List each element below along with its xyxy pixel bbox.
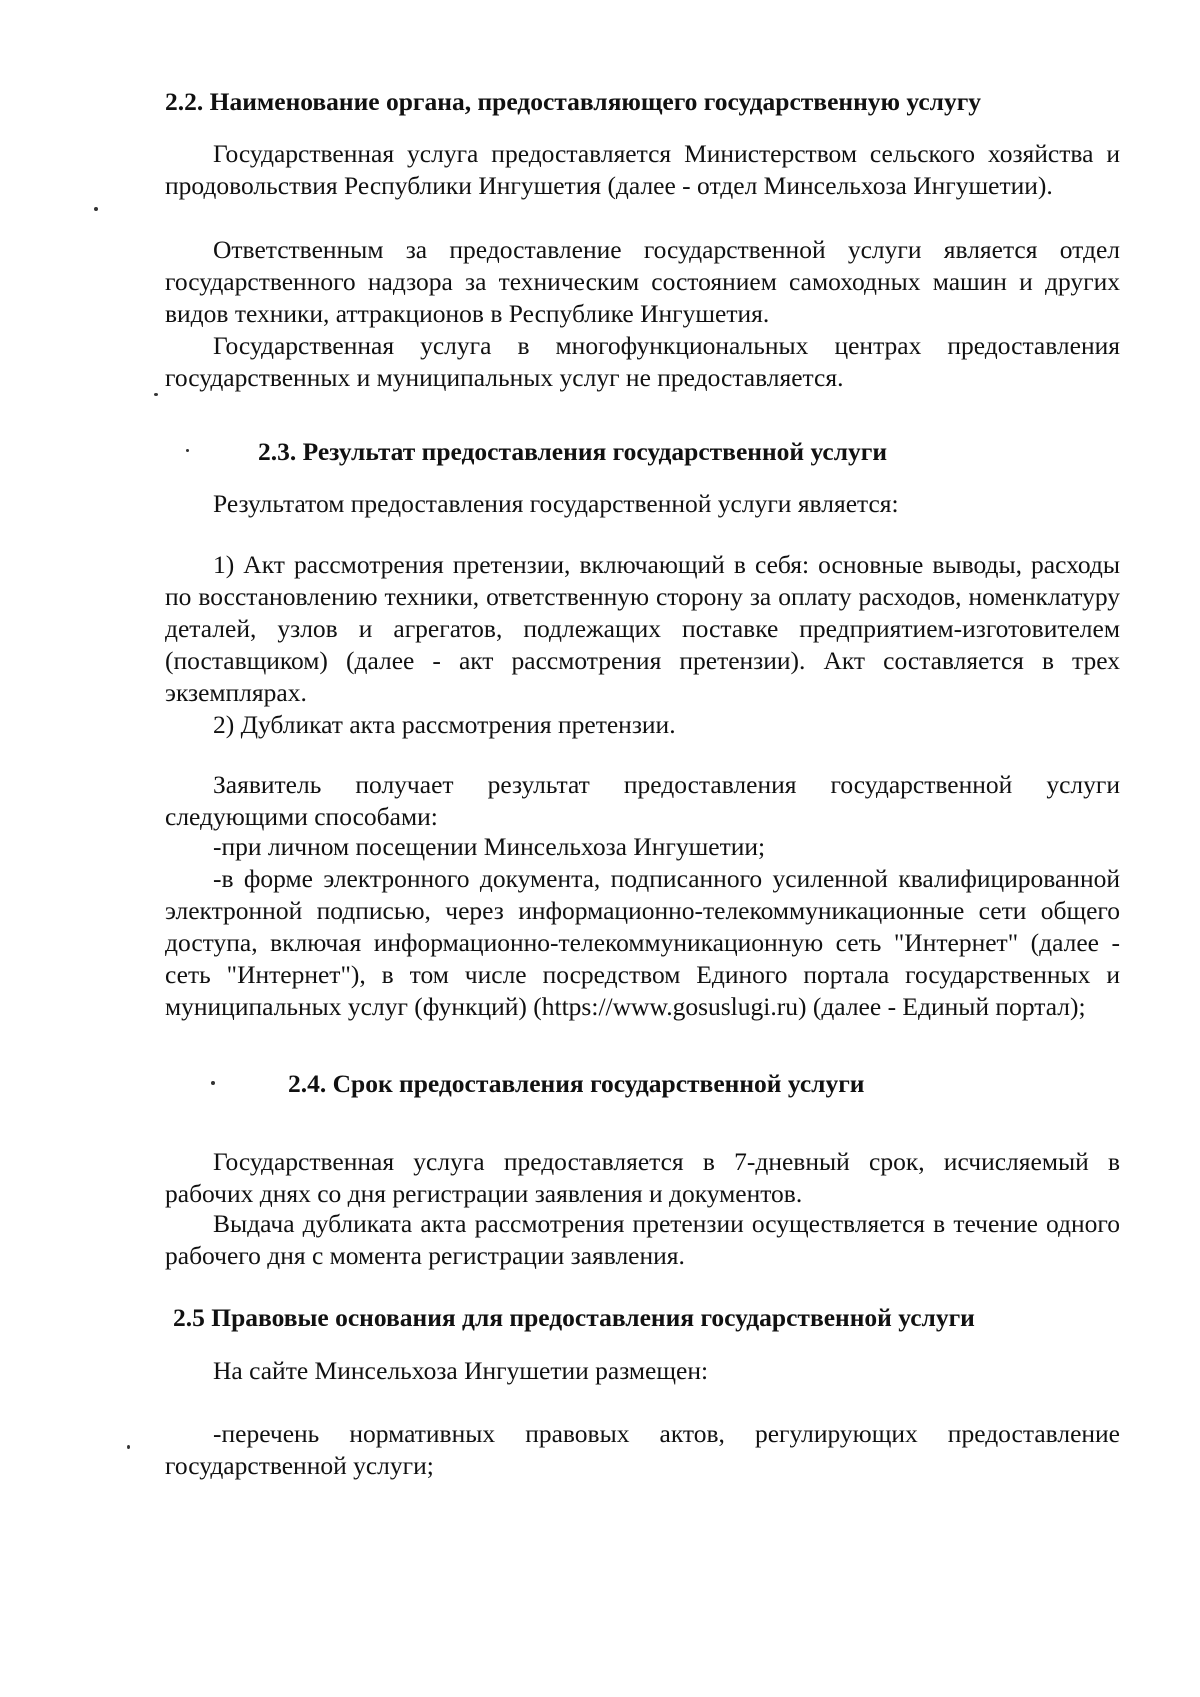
paragraph: Заявитель получает результат предоставления государственной услуги следующими способами: xyxy=(165,770,1120,831)
paragraph: На сайте Минсельхоза Ингушетии размещен: xyxy=(213,1356,709,1385)
paragraph: Выдача дубликата акта рассмотрения претензии осуществляется в течение одного рабочего дня с момента регистрации заявления. xyxy=(165,1209,1120,1270)
scan-speck xyxy=(211,1081,215,1085)
section-heading-2-2: 2.2. Наименование органа, предоставляющего государственную услугу xyxy=(165,87,982,116)
paragraph: Результатом предоставления государственной услуги является: xyxy=(213,489,899,518)
section-heading-2-4: 2.4. Срок предоставления государственной услуги xyxy=(288,1069,865,1098)
paragraph: 2) Дубликат акта рассмотрения претензии. xyxy=(213,710,676,739)
scan-speck xyxy=(154,393,158,396)
paragraph: -в форме электронного документа, подписанного усиленной квалифицированной электронной подписью, через информационно-телекоммуникационные сети общего доступа, включая информационно-телекоммуникационную сеть "Интернет" (далее - сеть "Интернет"), в том числе посредством Единого портала государственных и муниципальных услуг (функций) (https://www.gosuslugi.ru) (далее - Единый портал); xyxy=(165,864,1120,1021)
paragraph: Государственная услуга предоставляется в 7-дневный срок, исчисляемый в рабочих днях со дня регистрации заявления и документов. xyxy=(165,1147,1120,1208)
paragraph: -перечень нормативных правовых актов, регулирующих предоставление государственной услуги; xyxy=(165,1419,1120,1480)
paragraph: -при личном посещении Минсельхоза Ингушетии; xyxy=(213,832,766,861)
section-heading-2-5: 2.5 Правовые основания для предоставления государственной услуги xyxy=(173,1303,975,1332)
scan-speck xyxy=(127,1445,130,1449)
paragraph: Государственная услуга в многофункциональных центрах предоставления государственных и муниципальных услуг не предоставляется. xyxy=(165,331,1120,392)
paragraph: 1) Акт рассмотрения претензии, включающий в себя: основные выводы, расходы по восстановлению техники, ответственную сторону за оплату расходов, номенклатуру деталей, узлов и агрегатов, подлежащих поставке предприятием-изготовителем (поставщиком) (далее - акт рассмотрения претензии). Акт составляется в трех экземплярах. xyxy=(165,550,1120,707)
section-heading-2-3: 2.3. Результат предоставления государственной услуги xyxy=(258,437,888,466)
scan-speck xyxy=(186,449,189,452)
paragraph: Ответственным за предоставление государственной услуги является отдел государственного надзора за техническим состоянием самоходных машин и других видов техники, аттракционов в Республике Ингушетия. xyxy=(165,235,1120,328)
paragraph: Государственная услуга предоставляется Министерством сельского хозяйства и продовольствия Республики Ингушетия (далее - отдел Минсельхоза Ингушетии). xyxy=(165,139,1120,200)
scan-speck xyxy=(94,207,98,211)
